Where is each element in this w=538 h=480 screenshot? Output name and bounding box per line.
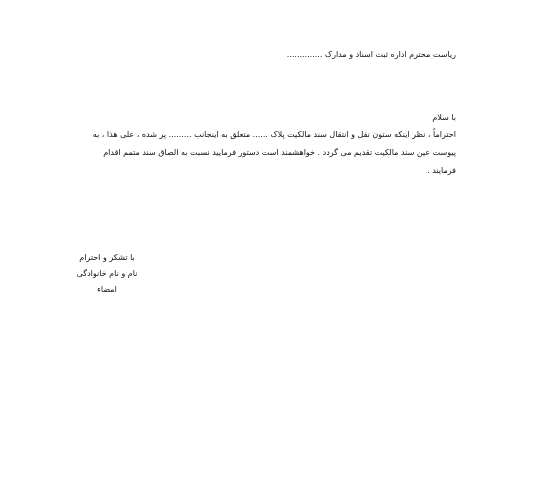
addressee-line: ریاست محترم اداره ثبت اسناد و مدارک .............. bbox=[286, 50, 456, 59]
body-line-3: فرمایند . bbox=[427, 166, 456, 175]
body-line-1: احتراماً ، نظر اینکه ستون نقل و انتقال سند مالکیت پلاک ...... متعلق به اینجانب ......... پر شده ، علی هذا ، به bbox=[92, 130, 456, 139]
closing-text: با تشکر و احترام bbox=[79, 253, 135, 262]
name-line: نام و نام خانوادگی bbox=[76, 269, 138, 278]
signature-line: امضاء bbox=[97, 285, 117, 294]
body-line-2: پیوست عین سند مالکیت تقدیم می گردد . خواهشمند است دستور فرمایید نسبت به الصاق سند متمم اقدام bbox=[103, 148, 456, 157]
salutation: با سلام bbox=[432, 113, 456, 122]
signature-block bbox=[62, 250, 152, 298]
